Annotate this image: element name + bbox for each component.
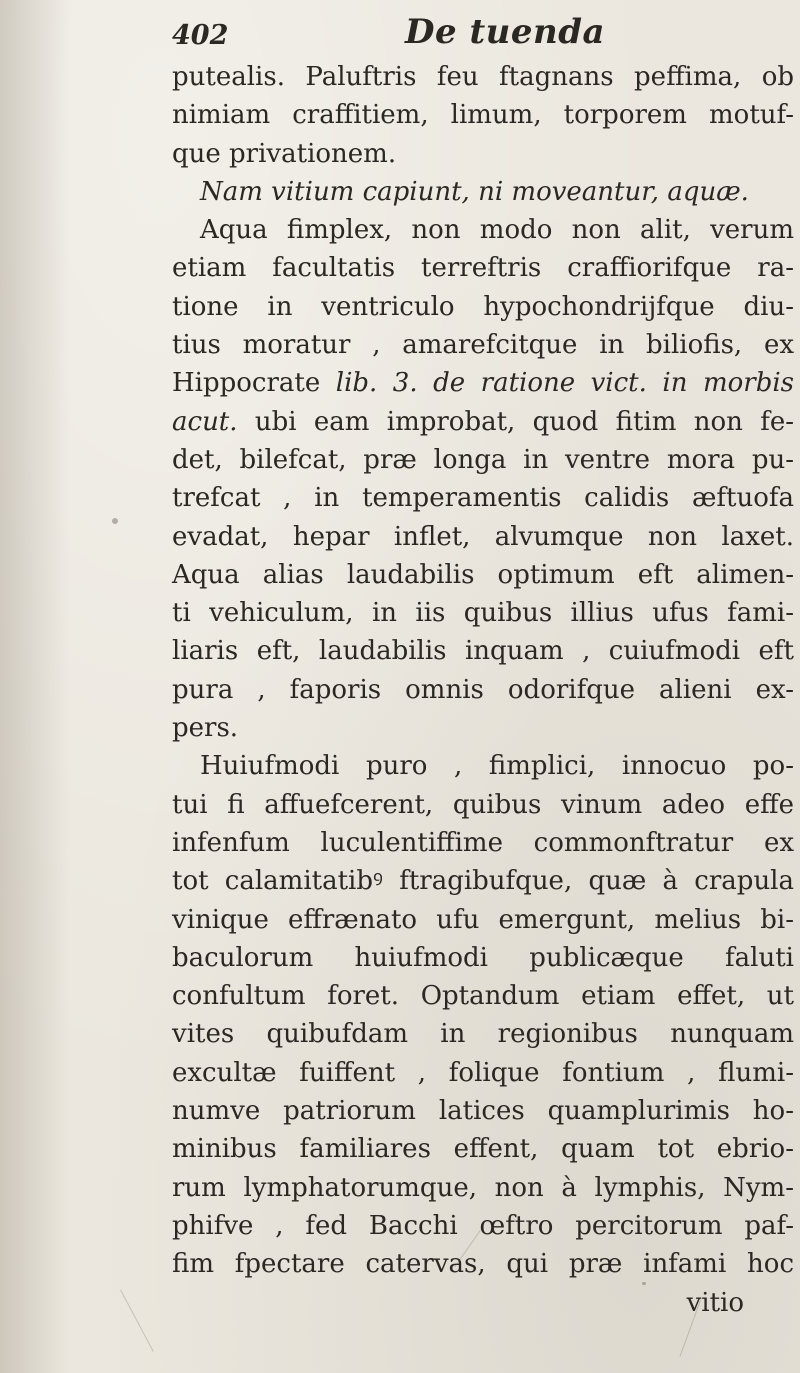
running-title: De tuenda (405, 12, 606, 52)
text-line: ti vehiculum, in iis quibus illius ufus fami- (172, 598, 794, 629)
author-name: Hippocrate (172, 368, 321, 399)
text-line: tot calamitatibꝰ ftragibufque, quæ à crapula (172, 866, 794, 897)
text-line: putealis. Paluftris feu ftagnans peffima, ob (172, 62, 794, 92)
text-line: tius moratur , amarefcitque in biliofis, ex (172, 330, 794, 361)
text-line: minibus familiares effent, quam tot ebrio- (172, 1134, 794, 1165)
text-line: Aqua alias laudabilis optimum eft alimen- (172, 559, 794, 590)
citation-reference: lib. 3. de ratione vict. in morbis (335, 368, 794, 399)
text-line: liaris eft, laudabilis inquam , cuiufmodi eft (172, 636, 794, 667)
text-line: det, bilefcat, præ longa in ventre mora pu- (172, 444, 794, 475)
text-line: pura , faporis omnis odorifque alieni ex- (172, 674, 794, 705)
text-line: tui fi affuefcerent, quibus vinum adeo effe (172, 789, 794, 820)
text-line: etiam facultatis terreftris craffiorifque ra- (172, 253, 794, 284)
text-line: excultæ fuiffent , folique fontium , flumi- (172, 1057, 794, 1088)
text-line: rum lymphatorumque, non à lymphis, Nym- (172, 1172, 794, 1203)
body-text (172, 58, 794, 1322)
paragraph-start: Aqua fimplex, non modo non alit, verum (200, 215, 794, 246)
text-line-citation-cont (172, 403, 794, 441)
verse-quotation: Nam vitium capiunt, ni moveantur, aquæ. (200, 176, 749, 207)
paper-speck (642, 1282, 646, 1285)
text-line: pers. (172, 713, 239, 744)
page-header (0, 6, 800, 56)
binding-shadow (0, 0, 70, 1373)
catchword: vitio (686, 1287, 744, 1318)
text-line: confultum foret. Optandum etiam effet, ut (172, 981, 794, 1012)
text-line: vinique effrænato ufu emergunt, melius bi- (172, 904, 794, 935)
text-line: numve patriorum latices quamplurimis ho- (172, 1096, 794, 1127)
paper-speck (112, 518, 118, 524)
paragraph-start: Huiufmodi puro , fimplici, innocuo po- (200, 751, 794, 782)
text-line: vites quibufdam in regionibus nunquam (172, 1019, 794, 1050)
text-line: evadat, hepar inflet, alvumque non laxet. (172, 521, 794, 552)
text-line-citation (172, 364, 794, 402)
text-line: nimiam craffitiem, limum, torporem motuf- (172, 100, 794, 131)
paper-scratch (120, 1290, 154, 1352)
citation-continuation: ubi eam improbat, quod fitim non fe- (254, 406, 794, 437)
text-line: tione in ventriculo hypochondrijfque diu- (172, 291, 794, 322)
text-line: baculorum huiufmodi publicæque faluti (172, 942, 794, 973)
page-number: 402 (172, 20, 229, 51)
text-line: infenfum luculentiffime commonftratur ex (172, 827, 794, 858)
text-line: phifve , fed Bacchi œftro percitorum paf- (172, 1210, 794, 1241)
citation-abbrev: acut. (172, 406, 238, 437)
text-line: trefcat , in temperamentis calidis æftuofa (172, 483, 794, 514)
paper-speck (488, 268, 491, 271)
text-line: que privationem. (172, 138, 397, 169)
text-line: fim fpectare catervas, qui præ infami hoc (172, 1249, 794, 1280)
